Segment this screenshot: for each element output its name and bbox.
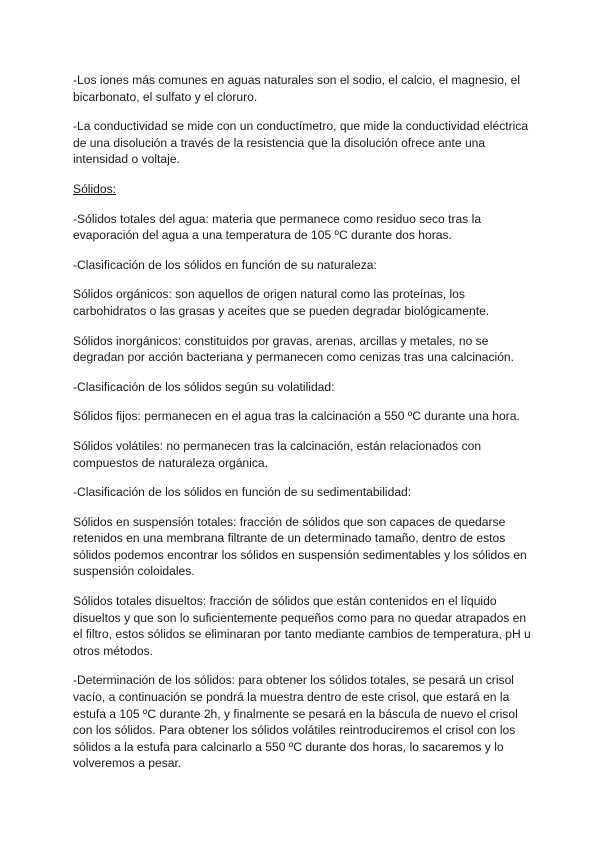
paragraph-classification-nature: -Clasificación de los sólidos en función de su naturaleza: xyxy=(73,257,377,272)
section-heading-solids: Sólidos: xyxy=(73,181,117,196)
paragraph-fixed-solids: Sólidos fijos: permanecen en el agua tras la calcinación a 550 ºC durante una hora. xyxy=(73,409,520,424)
paragraph-organic-solids: Sólidos orgánicos: son aquellos de origen natural como las proteínas, los carbohidratos o las grasas y aceites que se pueden degradar biológicamente. xyxy=(73,287,490,318)
paragraph-classification-sedimentability: -Clasificación de los sólidos en función de su sedimentabilidad: xyxy=(73,485,412,500)
paragraph-determination: -Determinación de los sólidos: para obtener los sólidos totales, se pesará un crisol vacío, a continuación se pondrá la muestra dentro de este crisol, que estará en la estufa a 105 ºC durante 2h, y finalmente se pesará en la báscula de nuevo el crisol con los sólidos. Para obtener los sólidos volátiles reintroduciremos el crisol con los sólidos a la estufa para calcinarlo a 550 ºC durante dos horas, lo sacaremos y lo volveremos a pesar. xyxy=(73,673,518,771)
paragraph-suspended-solids: Sólidos en suspensión totales: fracción de sólidos que son capaces de quedarse retenidos en una membrana filtrante de un determinado tamaño, dentro de estos sólidos podemos encontrar los sólidos en suspensión sedimentables y los sólidos en suspensión coloidales. xyxy=(73,514,527,579)
paragraph-ions: -Los iones más comunes en aguas naturales son el sodio, el calcio, el magnesio, el bicarbonato, el sulfato y el cloruro. xyxy=(73,73,521,104)
paragraph-inorganic-solids: Sólidos inorgánicos: constituidos por gravas, arenas, arcillas y metales, no se degradan por acción bacteriana y permanecen como cenizas tras una calcinación. xyxy=(73,333,515,365)
document-page xyxy=(73,72,533,772)
paragraph-total-solids: -Sólidos totales del agua: materia que permanece como residuo seco tras la evaporación del agua a una temperatura de 105 ºC durante dos horas. xyxy=(73,211,482,243)
paragraph-dissolved-solids: Sólidos totales disueltos: fracción de sólidos que están contenidos en el líquido disueltos y que son lo suficientemente pequeños como para no quedar atrapados en el filtro, estos sólidos se eliminaran por tanto mediante cambios de temperatura, pH u otros métodos. xyxy=(73,594,531,658)
paragraph-conductivity: -La conductividad se mide con un conductímetro, que mide la conductividad eléctrica de una disolución a través de la resistencia que la disolución ofrece ante una intensidad o voltaje. xyxy=(73,119,529,167)
paragraph-classification-volatility: -Clasificación de los sólidos según su volatilidad: xyxy=(73,379,335,394)
paragraph-volatile-solids: Sólidos volátiles: no permanecen tras la calcinación, están relacionados con compuestos de naturaleza orgánica. xyxy=(73,438,482,470)
